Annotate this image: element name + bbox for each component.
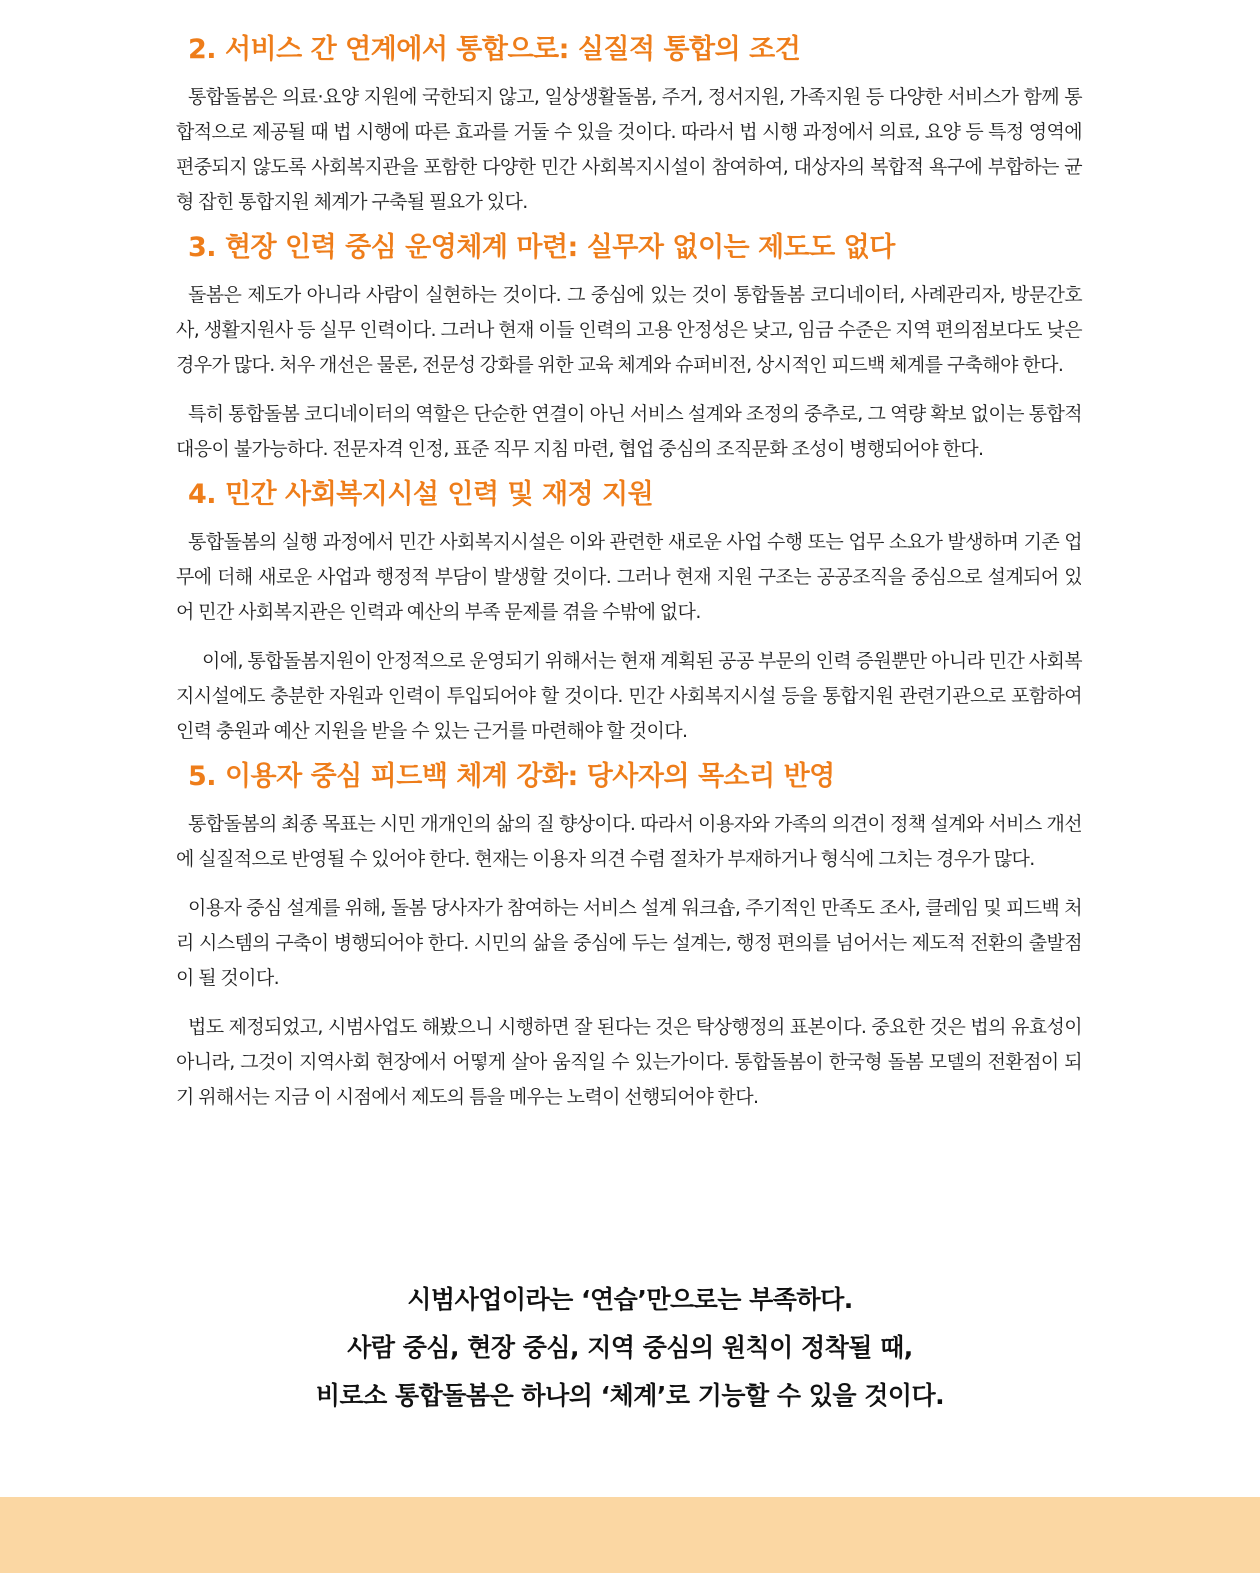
paragraph: 법도 제정되었고, 시범사업도 해봤으니 시행하면 잘 된다는 것은 탁상행정의 표본이다. 중요한 것은 법의 유효성이 아니라, 그것이 지역사회 현장에서 어떻게 살아 움직일 수 있는가이다. 통합돌봄이 한국형 돌봄 모델의 전환점이 되기 위해서는 지금 이 시점에서 제도의 틈을 메우는 노력이 선행되어야 한다.	[176, 1016, 1082, 1108]
paragraph: 통합돌봄의 실행 과정에서 민간 사회복지시설은 이와 관련한 새로운 사업 수행 또는 업무 소요가 발생하며 기존 업무에 더해 새로운 사업과 행정적 부담이 발생할 것이다. 그러나 현재 지원 구조는 공공조직을 중심으로 설계되어 있어 민간 사회복지관은 인력과 예산의 부족 문제를 겪을 수밖에 없다.	[176, 531, 1082, 623]
paragraph: 통합돌봄은 의료·요양 지원에 국한되지 않고, 일상생활돌봄, 주거, 정서지원, 가족지원 등 다양한 서비스가 함께 통합적으로 제공될 때 법 시행에 따른 효과를 거둘 수 있을 것이다. 따라서 법 시행 과정에서 의료, 요양 등 특정 영역에 편중되지 않도록 사회복지관을 포함한 다양한 민간 사회복지시설이 참여하여, 대상자의 복합적 욕구에 부합하는 균형 잡힌 통합지원 체계가 구축될 필요가 있다.	[176, 86, 1082, 213]
section-heading: 4. 민간 사회복지시설 인력 및 재정 지원	[188, 479, 654, 510]
paragraph: 돌봄은 제도가 아니라 사람이 실현하는 것이다. 그 중심에 있는 것이 통합돌봄 코디네이터, 사례관리자, 방문간호사, 생활지원사 등 실무 인력이다. 그러나 현재 이들 인력의 고용 안정성은 낮고, 임금 수준은 지역 편의점보다도 낮은 경우가 많다. 처우 개선은 물론, 전문성 강화를 위한 교육 체계와 슈퍼비전, 상시적인 피드백 체계를 구축해야 한다.	[176, 284, 1082, 376]
section-4	[176, 473, 1082, 749]
paragraph: 통합돌봄의 최종 목표는 시민 개개인의 삶의 질 향상이다. 따라서 이용자와 가족의 의견이 정책 설계와 서비스 개선에 실질적으로 반영될 수 있어야 한다. 현재는 이용자 의견 수렴 절차가 부재하거나 형식에 그치는 경우가 많다.	[176, 813, 1082, 870]
article-body	[176, 28, 1082, 1121]
closing-statement	[0, 1276, 1260, 1420]
paragraph: 이용자 중심 설계를 위해, 돌봄 당사자가 참여하는 서비스 설계 워크숍, 주기적인 만족도 조사, 클레임 및 피드백 처리 시스템의 구축이 병행되어야 한다. 시민의 삶을 중심에 두는 설계는, 행정 편의를 넘어서는 제도적 전환의 출발점이 될 것이다.	[176, 897, 1082, 989]
section-5	[176, 755, 1082, 1115]
section-heading: 3. 현장 인력 중심 운영체계 마련: 실무자 없이는 제도도 없다	[188, 232, 895, 263]
paragraph: 특히 통합돌봄 코디네이터의 역할은 단순한 연결이 아닌 서비스 설계와 조정의 중추로, 그 역량 확보 없이는 통합적 대응이 불가능하다. 전문자격 인정, 표준 직무 지침 마련, 협업 중심의 조직문화 조성이 병행되어야 한다.	[176, 403, 1082, 460]
closing-line: 시범사업이라는 ‘연습’만으로는 부족하다.	[407, 1285, 853, 1314]
paragraph: 이에, 통합돌봄지원이 안정적으로 운영되기 위해서는 현재 계획된 공공 부문의 인력 증원뿐만 아니라 민간 사회복지시설에도 충분한 자원과 인력이 투입되어야 할 것이다. 민간 사회복지시설 등을 통합지원 관련기관으로 포함하여 인력 충원과 예산 지원을 받을 수 있는 근거를 마련해야 할 것이다.	[176, 650, 1082, 742]
footer-band	[0, 1497, 1260, 1573]
closing-line: 사람 중심, 현장 중심, 지역 중심의 원칙이 정착될 때,	[347, 1333, 913, 1362]
closing-line: 비로소 통합돌봄은 하나의 ‘체계’로 기능할 수 있을 것이다.	[315, 1381, 945, 1410]
section-heading: 5. 이용자 중심 피드백 체계 강화: 당사자의 목소리 반영	[188, 761, 835, 792]
section-3	[176, 226, 1082, 467]
section-heading: 2. 서비스 간 연계에서 통합으로: 실질적 통합의 조건	[188, 34, 801, 65]
section-2	[176, 28, 1082, 220]
